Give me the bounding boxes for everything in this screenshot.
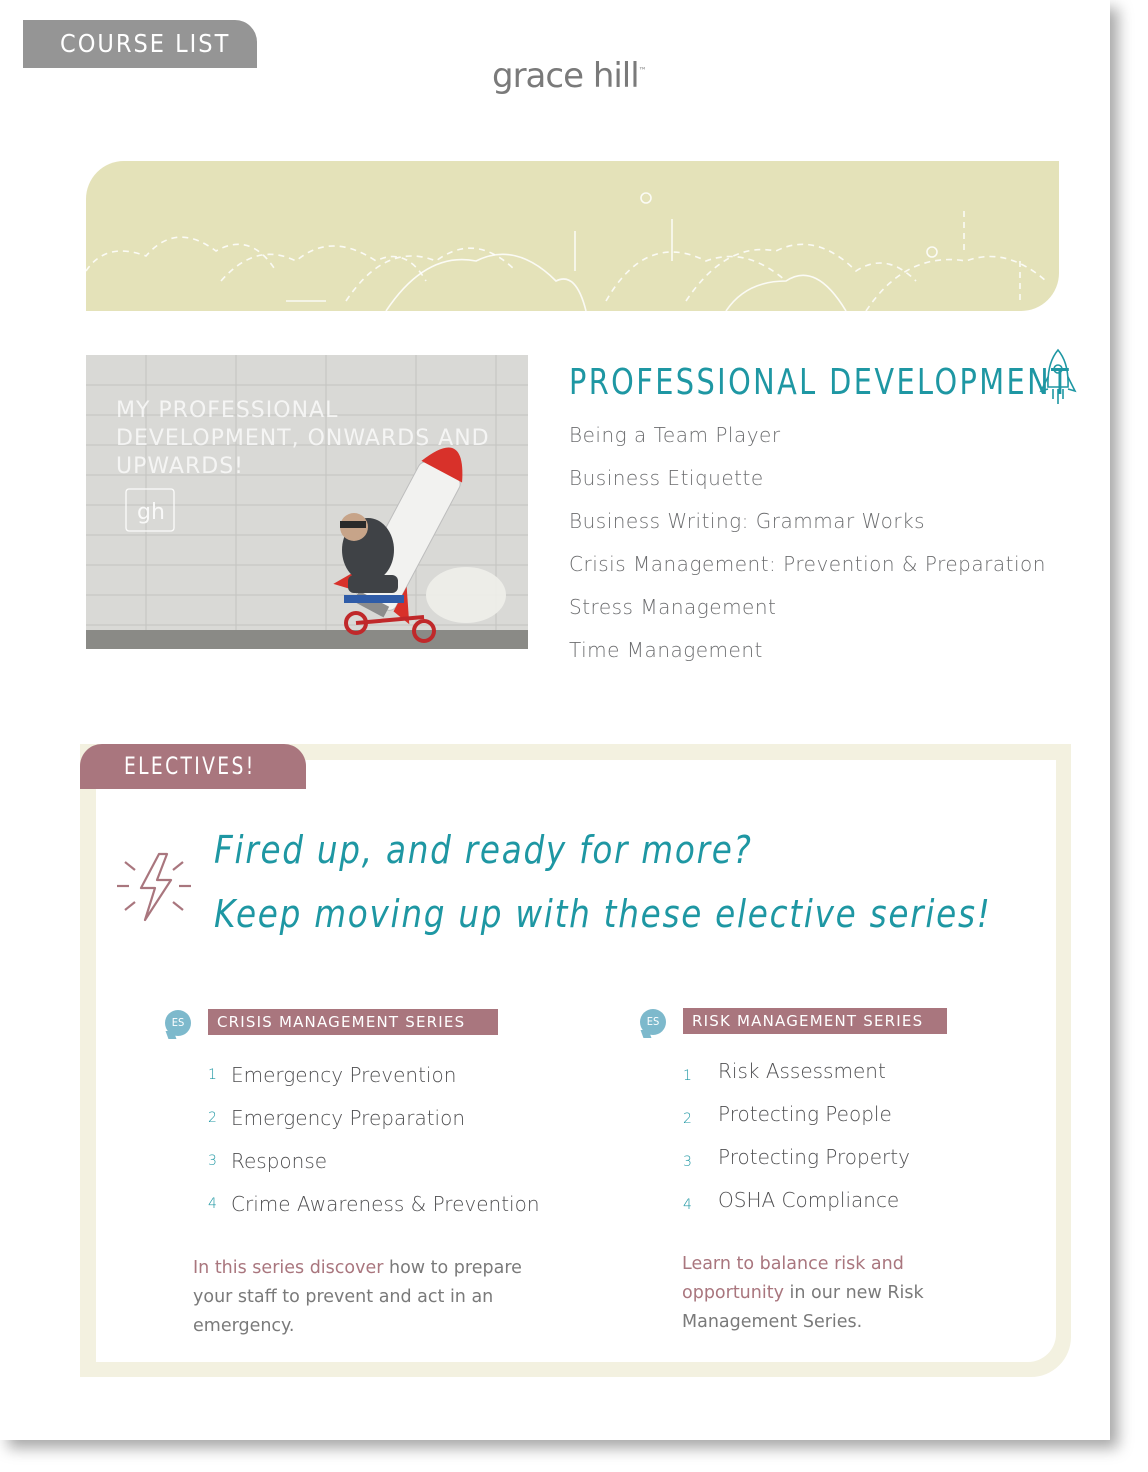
risk-series-blurb: Learn to balance risk and opportunity in our new Risk Management Series.	[682, 1254, 924, 1332]
skyline-doodle	[86, 161, 1059, 311]
photo-overlay-line-2: DEVELOPMENT, ONWARDS AND	[116, 426, 490, 451]
course-item: Time Management	[569, 638, 763, 662]
electives-tagline-1: Fired up, and ready for more?	[214, 828, 753, 872]
photo-overlay-mark: gh	[137, 500, 165, 525]
photo-overlay-line-1: MY PROFESSIONAL	[116, 398, 339, 423]
crisis-series-blurb: In this series discover how to prepare your staff to prevent and act in an emergency.	[193, 1258, 522, 1336]
lightning-bolt-icon	[115, 848, 193, 926]
elective-series-badge: ES	[165, 1010, 191, 1036]
elective-series-badge: ES	[640, 1009, 666, 1035]
decorative-banner	[86, 161, 1059, 311]
course-item: Business Etiquette	[569, 466, 764, 490]
electives-tab: ELECTIVES!	[80, 744, 306, 789]
course-list-tab: COURSE LIST	[23, 20, 257, 68]
risk-management-series-header: RISK MANAGEMENT SERIES	[683, 1008, 947, 1034]
rocket-man-illustration	[86, 355, 528, 649]
course-item: Crisis Management: Prevention & Preparation	[569, 552, 1046, 576]
rocket-icon	[1038, 347, 1078, 407]
electives-tagline-2: Keep moving up with these elective series!	[214, 892, 992, 936]
course-item: Being a Team Player	[569, 423, 781, 447]
professional-development-title: PROFESSIONAL DEVELOPMENT	[569, 362, 1072, 403]
professional-development-course-list	[569, 420, 1046, 678]
course-list-page: COURSE LIST grace hill™ MY PROFESSIONAL DEVELOPMENT, ONWARDS AND UPWARDS! gh PROFESSIONAL DEVELOPMENT Being a Team Player Business Etiquette Business Writing: Grammar Works Crisis Management: Prevention & Preparation Stress Management Time Management ELECTIVES! Fired up, and ready for more? Keep moving up with these elective series! ES CRISIS MANAGEMENT SERIES 1 Emergency Prevention 2 Emergency Preparation 3 Response 4 Crime Awareness & Prevention In this series discover how to prepare your staff to prevent and act in an emergency. ES RISK MANAGEMENT SERIES 1 Risk Assessment 2 Protecting People 3 Protecting Property 4 OSHA Compliance Learn to balance risk and opportunity in our new Risk Management Series.	[0, 0, 1110, 1440]
grace-hill-logo: grace hill™	[492, 56, 646, 96]
course-item: Stress Management	[569, 595, 777, 619]
course-item: Business Writing: Grammar Works	[569, 509, 926, 533]
photo-overlay-line-3: UPWARDS!	[116, 454, 244, 479]
hero-photo	[86, 355, 528, 649]
crisis-management-series-header: CRISIS MANAGEMENT SERIES	[208, 1009, 498, 1035]
